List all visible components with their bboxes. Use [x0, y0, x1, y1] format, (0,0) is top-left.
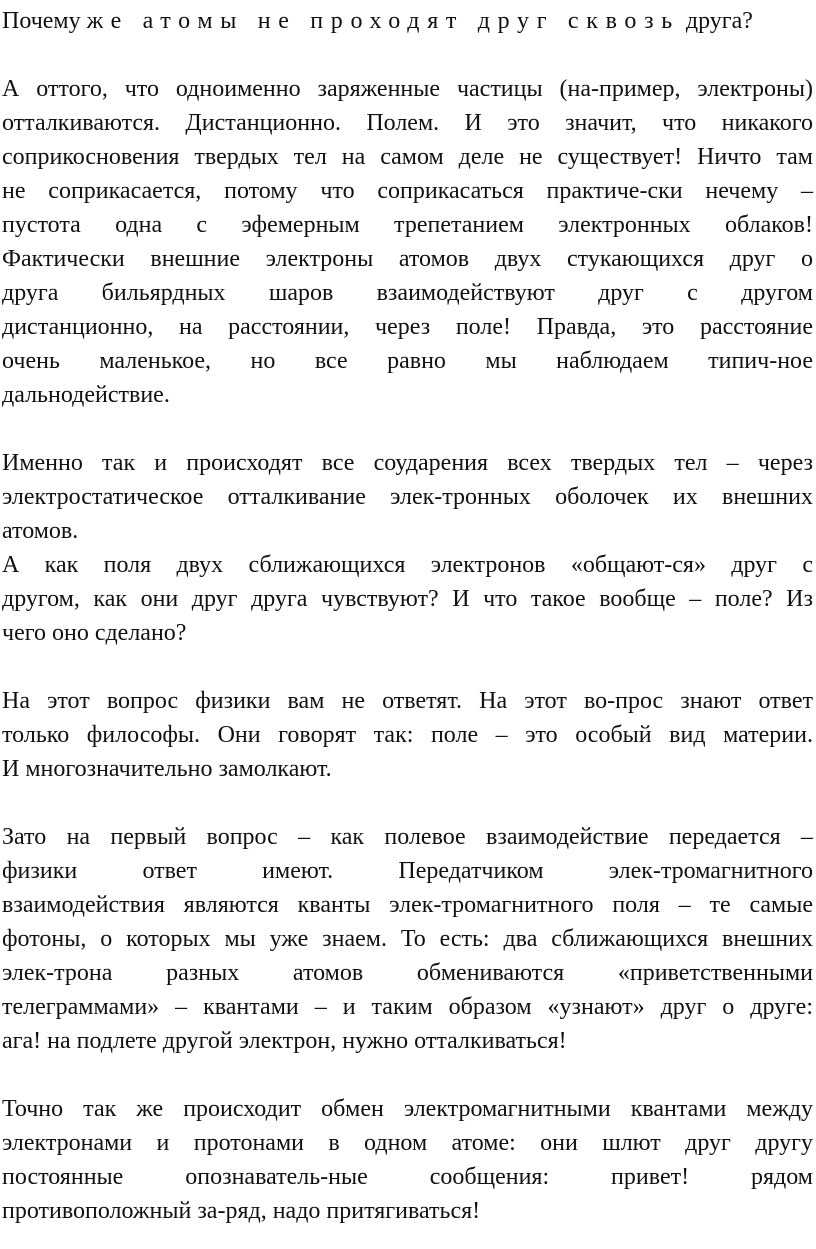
paragraph-line: дистанционно, на расстоянии, через поле! Правда, это расстояние: [2, 314, 813, 340]
paragraph-4: [2, 820, 813, 1058]
blank-line: [2, 650, 813, 684]
blank-line: [2, 412, 813, 446]
blank-line: [2, 786, 813, 820]
paragraph-line: не соприкасается, потому что соприкасаться практиче-ски нечему –: [2, 178, 813, 204]
paragraph-line: отталкиваются. Дистанционно. Полем. И это значит, что никакого: [2, 110, 813, 136]
title-part-1: Почему: [2, 8, 87, 34]
title-part-2-spaced: же атомы не проходят друг сквозь: [86, 8, 680, 34]
paragraph-line: взаимодействия являются кванты элек-тромагнитного поля – те самые: [2, 892, 813, 918]
paragraph-line: И многозначительно замолкают.: [2, 756, 332, 782]
paragraph-line: очень маленькое, но все равно мы наблюдаем типич-ное: [2, 348, 813, 374]
paragraph-line: друга бильярдных шаров взаимодействуют друг с другом: [2, 280, 813, 306]
paragraph-line: Фактически внешние электроны атомов двух стукающихся друг о: [2, 246, 813, 272]
paragraph-line: А как поля двух сближающихся электронов «общают-ся» друг с: [2, 552, 813, 578]
paragraph-line: физики ответ имеют. Передатчиком элек-тромагнитного: [2, 858, 813, 884]
paragraph-line: электронами и протонами в одном атоме: они шлют друг другу: [2, 1130, 813, 1156]
paragraph-line: фотоны, о которых мы уже знаем. То есть: два сближающихся внешних: [2, 926, 813, 952]
paragraph-line: ага! на подлете другой электрон, нужно отталкиваться!: [2, 1028, 567, 1054]
paragraph-line: электростатическое отталкивание элек-тронных оболочек их внешних: [2, 484, 813, 510]
paragraph-3: [2, 684, 813, 786]
paragraph-line: соприкосновения твердых тел на самом деле не существует! Ничто там: [2, 144, 813, 170]
blank-line: [2, 38, 813, 72]
paragraph-line: чего оно сделано?: [2, 620, 187, 646]
paragraph-line: элек-трона разных атомов обмениваются «приветственными: [2, 960, 813, 986]
paragraph-line: Именно так и происходят все соударения всех твердых тел – через: [2, 450, 813, 476]
paragraph-1: [2, 72, 813, 412]
paragraph-line: дальнодействие.: [2, 382, 170, 408]
title-part-3: друга?: [679, 8, 753, 34]
paragraph-2: [2, 446, 813, 650]
document-page: [2, 4, 813, 1228]
paragraph-line: пустота одна с эфемерным трепетанием электронных облаков!: [2, 212, 813, 238]
paragraph-line: противоположный за-ряд, надо притягиваться!: [2, 1198, 481, 1224]
document-title: [2, 4, 813, 38]
paragraph-line: атомов.: [2, 518, 79, 544]
paragraph-line: телеграммами» – квантами – и таким образом «узнают» друг о друге:: [2, 994, 813, 1020]
paragraph-line: постоянные опознаватель-ные сообщения: привет! рядом: [2, 1164, 813, 1190]
paragraph-line: Зато на первый вопрос – как полевое взаимодействие передается –: [2, 824, 813, 850]
paragraph-line: На этот вопрос физики вам не ответят. На этот во-прос знают ответ: [2, 688, 813, 714]
paragraph-line: А оттого, что одноименно заряженные частицы (на-пример, электроны): [2, 76, 813, 102]
paragraph-line: другом, как они друг друга чувствуют? И что такое вообще – поле? Из: [2, 586, 813, 612]
paragraph-5: [2, 1092, 813, 1228]
blank-line: [2, 1058, 813, 1092]
paragraph-line: Точно так же происходит обмен электромагнитными квантами между: [2, 1096, 813, 1122]
paragraph-line: только философы. Они говорят так: поле – это особый вид материи.: [2, 722, 813, 748]
